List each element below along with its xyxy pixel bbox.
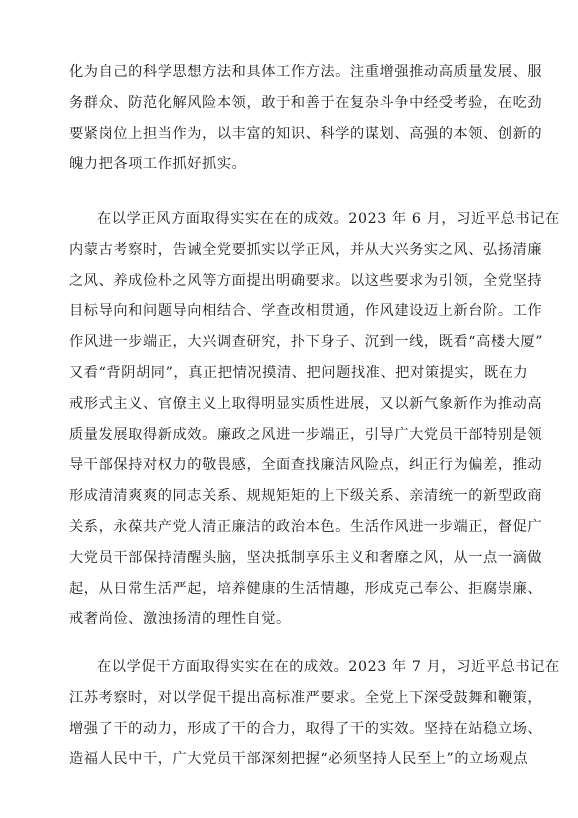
paragraph-continued xyxy=(69,57,543,180)
paragraph-style-rectification xyxy=(69,204,560,635)
text-line: 关系，永葆共产党人清正廉洁的政治本色。生活作风进一步端正，督促广 xyxy=(69,518,543,535)
text-line: 魄力把各项工作抓好抓实。 xyxy=(69,156,247,173)
text-line: 之风、养成俭朴之风等方面提出明确要求。以这些要求为引领，全党坚持 xyxy=(69,272,543,289)
text-line: 在以学正风方面取得实实在在的成效。2023 年 6 月，习近平总书记在 xyxy=(97,211,560,227)
text-line: 又看“背阴胡同”，真正把情况摸清、把问题找准、把对策提实，既在力 xyxy=(69,364,529,381)
text-line: 在以学促干方面取得实实在在的成效。2023 年 7 月，习近平总书记在 xyxy=(97,659,560,675)
text-line: 化为自己的科学思想方法和具体工作方法。注重增强推动高质量发展、服 xyxy=(69,64,543,80)
text-line: 增强了干的动力，形成了干的合力，取得了干的实效。坚持在站稳立场、 xyxy=(69,720,543,737)
text-line: 江苏考察时，对以学促干提出高标准严要求。全党上下深受鼓舞和鞭策， xyxy=(69,689,543,706)
text-line: 目标导向和问题导向相结合、学查改相贯通，作风建设迈上新台阶。工作 xyxy=(69,303,543,320)
text-line: 质量发展取得新成效。廉政之风进一步端正，引导广大党员干部特别是领 xyxy=(69,426,543,443)
text-line: 戒形式主义、官僚主义上取得明显实质性进展，又以新气象新作为推动高 xyxy=(69,395,543,412)
paragraph-work-promotion xyxy=(69,652,560,775)
text-line: 造福人民中干，广大党员干部深刻把握“必须坚持人民至上”的立场观点 xyxy=(69,751,529,768)
text-line: 务群众、防范化解风险本领，敢于和善于在复杂斗争中经受考验，在吃劲 xyxy=(69,94,543,111)
text-line: 要紧岗位上担当作为，以丰富的知识、科学的谋划、高强的本领、创新的 xyxy=(69,125,543,142)
text-line: 内蒙古考察时，告诫全党要抓实以学正风，并从大兴务实之风、弘扬清廉 xyxy=(69,241,543,258)
text-line: 起，从日常生活严起，培养健康的生活情趣，形成克己奉公、拒腐崇廉、 xyxy=(69,580,543,597)
text-line: 形成清清爽爽的同志关系、规规矩矩的上下级关系、亲清统一的新型政商 xyxy=(69,488,543,505)
text-line: 导干部保持对权力的敬畏感，全面查找廉洁风险点，纠正行为偏差，推动 xyxy=(69,457,543,474)
text-line: 大党员干部保持清醒头脑，坚决抵制享乐主义和奢靡之风，从一点一滴做 xyxy=(69,549,543,566)
text-line: 戒奢尚俭、激浊扬清的理性自觉。 xyxy=(69,611,291,628)
text-line: 作风进一步端正，大兴调查研究，扑下身子、沉到一线，既看“高楼大厦” xyxy=(69,334,544,351)
